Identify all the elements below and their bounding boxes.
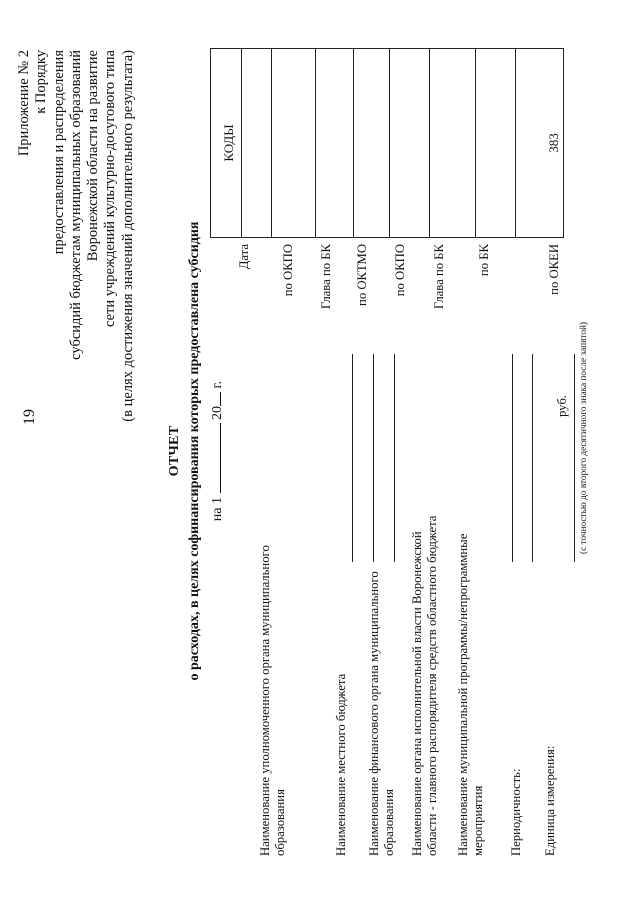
- page-number: 19: [21, 409, 38, 425]
- appendix-block: [16, 50, 137, 422]
- local-budget-input-line[interactable]: [352, 354, 353, 562]
- periodicity-input-line[interactable]: [532, 354, 533, 562]
- code-label-oktmo: по ОКТМО: [355, 244, 369, 306]
- report-subtitle: о расходах, в целях софинансирования которых предоставлена субсидия: [187, 221, 202, 681]
- code-label-okei: по ОКЕИ: [547, 244, 561, 295]
- code-cell-bk[interactable]: [475, 49, 515, 237]
- code-label-bk: по БК: [477, 244, 491, 277]
- code-label-okpo-2: по ОКПО: [393, 244, 407, 297]
- appendix-line: Приложение № 2: [16, 50, 32, 157]
- program-label: Наименование муниципальной программы/непрограммные мероприятия: [456, 533, 485, 856]
- okei-value: 383: [546, 133, 561, 153]
- executive-body-label: Наименование органа исполнительной власти Воронежской области - главного распорядителя средств областного бюджета: [410, 515, 439, 856]
- appendix-line: сети учреждений культурно-досугового типа: [102, 50, 119, 328]
- date-suffix: г.: [210, 380, 225, 389]
- code-cell-glava-bk[interactable]: [315, 49, 353, 237]
- appendix-line: Воронежской области на развитие: [85, 50, 102, 262]
- authorized-body-label: Наименование уполномоченного органа муниципального образования: [258, 545, 287, 856]
- code-cell-okpo[interactable]: [271, 49, 315, 237]
- code-label-okpo: по ОКПО: [281, 244, 295, 297]
- code-cell-oktmo[interactable]: [353, 49, 389, 237]
- unit-value: руб.: [555, 395, 569, 417]
- finance-body-input-line-2[interactable]: [394, 354, 395, 562]
- program-input-line[interactable]: [512, 354, 513, 562]
- precision-note: (с точностью до второго десятичного знака после запятой): [579, 321, 589, 554]
- code-label-date: Дата: [237, 244, 251, 270]
- date-year-blank[interactable]: [208, 392, 221, 406]
- report-title: ОТЧЕТ: [167, 425, 182, 477]
- code-cell-glava-bk-2[interactable]: [429, 49, 475, 237]
- finance-body-label: Наименование финансового органа муниципального образования: [367, 571, 396, 856]
- local-budget-label: Наименование местного бюджета: [334, 673, 348, 856]
- codes-header: КОДЫ: [221, 124, 236, 162]
- finance-body-input-line[interactable]: [373, 354, 374, 562]
- appendix-line: субсидий бюджетам муниципальных образований: [67, 50, 84, 360]
- date-prefix: на 1: [210, 496, 225, 522]
- appendix-line: предоставления и распределения: [50, 50, 67, 255]
- codes-table: [210, 48, 564, 238]
- code-cell-date[interactable]: [241, 49, 271, 237]
- periodicity-label: Периодичность:: [509, 768, 523, 856]
- appendix-line: (в целях достижения значений дополнительного результата): [119, 50, 136, 422]
- code-cell-okpo-2[interactable]: [389, 49, 429, 237]
- date-year-prefix: 20: [210, 405, 225, 420]
- code-label-glava-bk: Глава по БК: [319, 244, 333, 310]
- appendix-line: к Порядку: [33, 50, 50, 114]
- unit-label: Единица измерения:: [543, 745, 557, 856]
- code-cell-okei[interactable]: [515, 49, 563, 237]
- code-label-glava-bk-2: Глава по БК: [432, 244, 446, 310]
- unit-input-line[interactable]: [574, 354, 575, 562]
- date-day-month-blank[interactable]: [208, 423, 221, 493]
